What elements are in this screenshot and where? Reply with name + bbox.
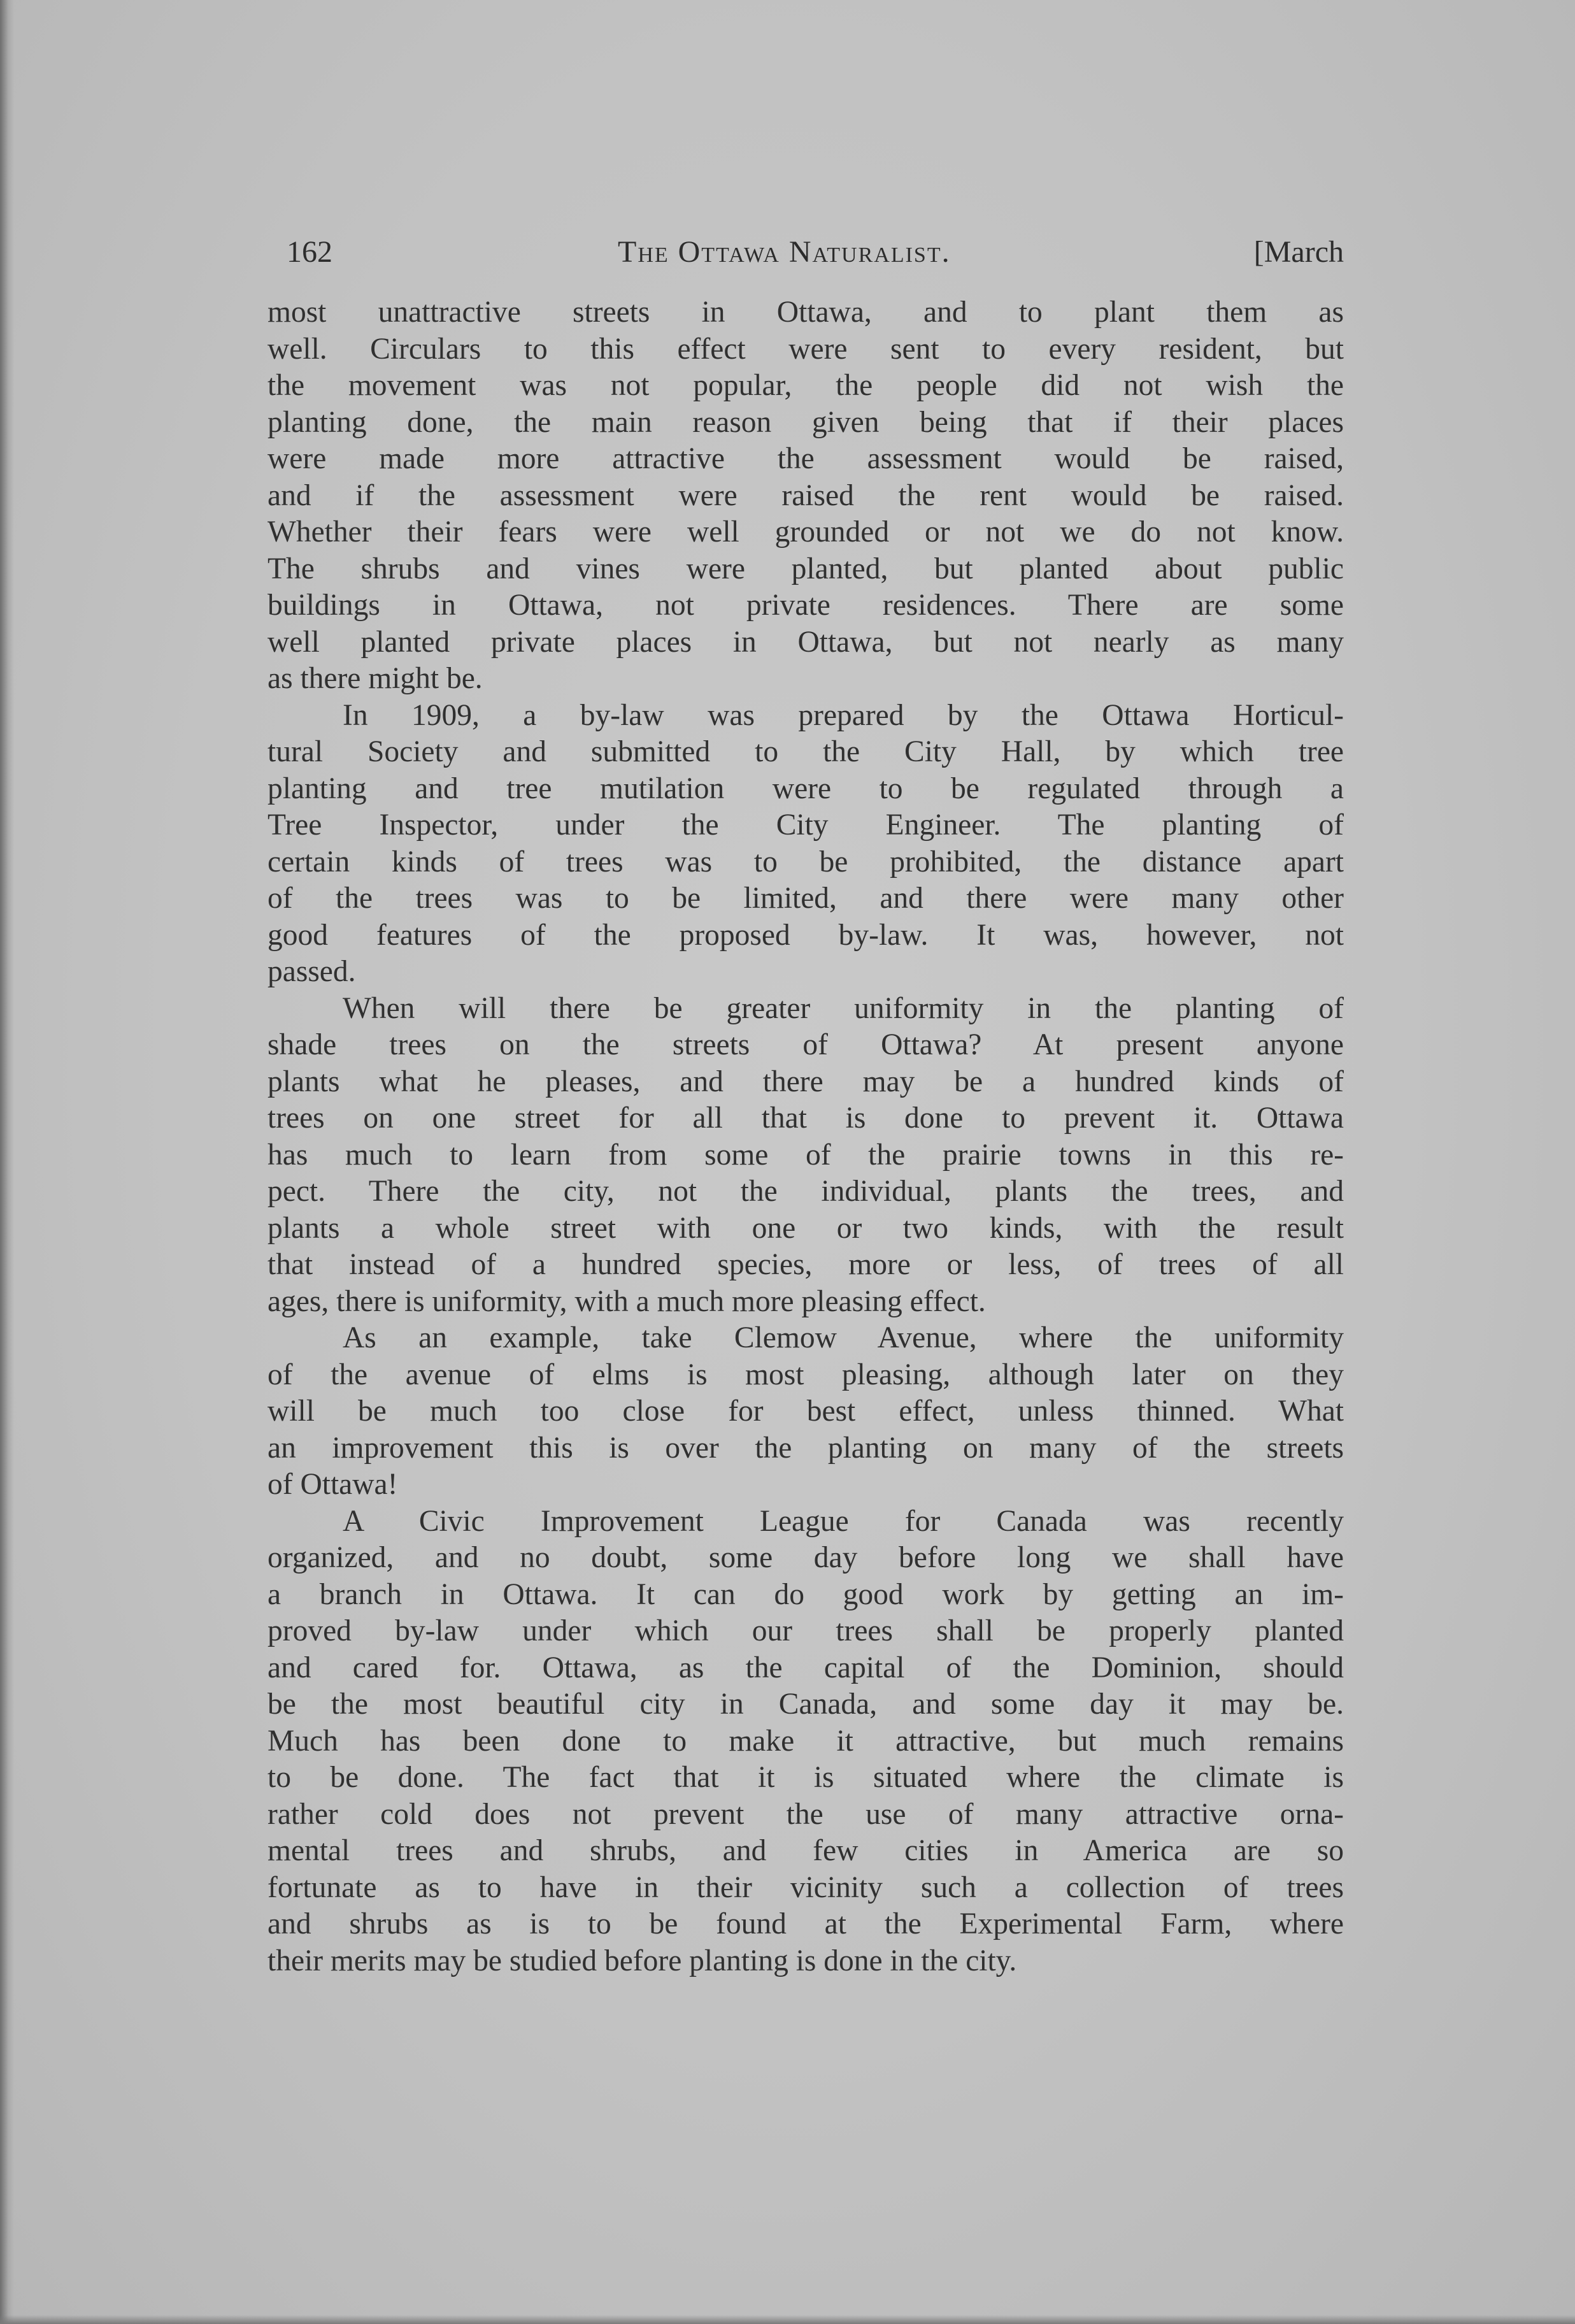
page-header [287, 234, 1344, 279]
text-line: will be much too close for best effect, unless thinned. What [267, 1395, 1344, 1428]
text-line: mental trees and shrubs, and few cities in America are so [267, 1834, 1344, 1867]
text-line: plants a whole street with one or two kinds, with the result [267, 1211, 1344, 1245]
paragraph [267, 1320, 1344, 1503]
text-line: well. Circulars to this effect were sent to every resident, but [267, 332, 1344, 366]
text-line: When will there be greater uniformity in the planting of [343, 991, 1344, 1025]
text-line: trees on one street for all that is done to prevent it. Ottawa [267, 1101, 1344, 1135]
text-line: certain kinds of trees was to be prohibited, the distance apart [267, 845, 1344, 879]
text-line: ages, there is uniformity, with a much more pleasing effect. [267, 1284, 986, 1318]
text-line: rather cold does not prevent the use of many attractive orna- [267, 1797, 1344, 1831]
text-line: were made more attractive the assessment would be raised, [267, 442, 1344, 475]
text-line: As an example, take Clemow Avenue, where the uniformity [343, 1321, 1344, 1354]
text-line: to be done. The fact that it is situated where the climate is [267, 1761, 1344, 1794]
paragraph [267, 991, 1344, 1321]
text-line: has much to learn from some of the prairie towns in this re- [267, 1138, 1344, 1172]
text-line: A Civic Improvement League for Canada was recently [343, 1504, 1344, 1538]
text-line: be the most beautiful city in Canada, and some day it may be. [267, 1688, 1344, 1721]
text-line: and if the assessment were raised the rent would be raised. [267, 478, 1344, 512]
text-line: as there might be. [267, 662, 483, 695]
text-line: plants what he pleases, and there may be a hundred kinds of [267, 1065, 1344, 1098]
text-line: buildings in Ottawa, not private residences. There are some [267, 589, 1344, 622]
paragraph [267, 294, 1344, 698]
paragraph [267, 698, 1344, 991]
article-body [267, 294, 1344, 1979]
text-line: The shrubs and vines were planted, but planted about public [267, 552, 1344, 585]
text-line: an improvement this is over the planting on many of the streets [267, 1431, 1344, 1465]
text-line: pect. There the city, not the individual, plants the trees, and [267, 1175, 1344, 1208]
text-line: a branch in Ottawa. It can do good work by getting an im- [267, 1577, 1344, 1611]
text-line: most unattractive streets in Ottawa, and to plant them as [267, 296, 1344, 329]
text-line: In 1909, a by-law was prepared by the Ottawa Horticul- [343, 698, 1344, 732]
text-line: of the trees was to be limited, and there were many other [267, 882, 1344, 915]
text-line: organized, and no doubt, some day before long we shall have [267, 1541, 1344, 1574]
text-line: fortunate as to have in their vicinity such a collection of trees [267, 1870, 1344, 1904]
text-line: well planted private places in Ottawa, but not nearly as many [267, 625, 1344, 659]
text-line: passed. [267, 955, 356, 988]
text-line: planting done, the main reason given being that if their places [267, 405, 1344, 439]
text-line: their merits may be studied before planting is done in the city. [267, 1944, 1017, 1977]
text-line: Whether their fears were well grounded or not we do not know. [267, 515, 1344, 549]
page-number: 162 [287, 235, 332, 269]
text-line: the movement was not popular, the people did not wish the [267, 369, 1344, 402]
running-title: The Ottawa Naturalist. [618, 235, 951, 269]
text-line: Much has been done to make it attractive, but much remains [267, 1724, 1344, 1758]
text-line: and shrubs as is to be found at the Experimental Farm, where [267, 1907, 1344, 1940]
text-line: Tree Inspector, under the City Engineer. The planting of [267, 808, 1344, 842]
text-line: planting and tree mutilation were to be regulated through a [267, 771, 1344, 805]
paragraph [267, 1503, 1344, 1980]
text-line: and cared for. Ottawa, as the capital of the Dominion, should [267, 1651, 1344, 1684]
text-line: proved by-law under which our trees shall be properly planted [267, 1614, 1344, 1647]
text-line: that instead of a hundred species, more or less, of trees of all [267, 1248, 1344, 1281]
text-line: good features of the proposed by-law. It was, however, not [267, 918, 1344, 952]
text-line: of Ottawa! [267, 1468, 398, 1501]
text-line: of the avenue of elms is most pleasing, although later on they [267, 1358, 1344, 1391]
page-bottom-shadow [0, 2315, 1575, 2324]
issue-month: [March [1253, 235, 1344, 269]
page-binding-shadow [0, 0, 14, 2324]
text-line: shade trees on the streets of Ottawa? At present anyone [267, 1028, 1344, 1061]
text-line: tural Society and submitted to the City Hall, by which tree [267, 735, 1344, 768]
